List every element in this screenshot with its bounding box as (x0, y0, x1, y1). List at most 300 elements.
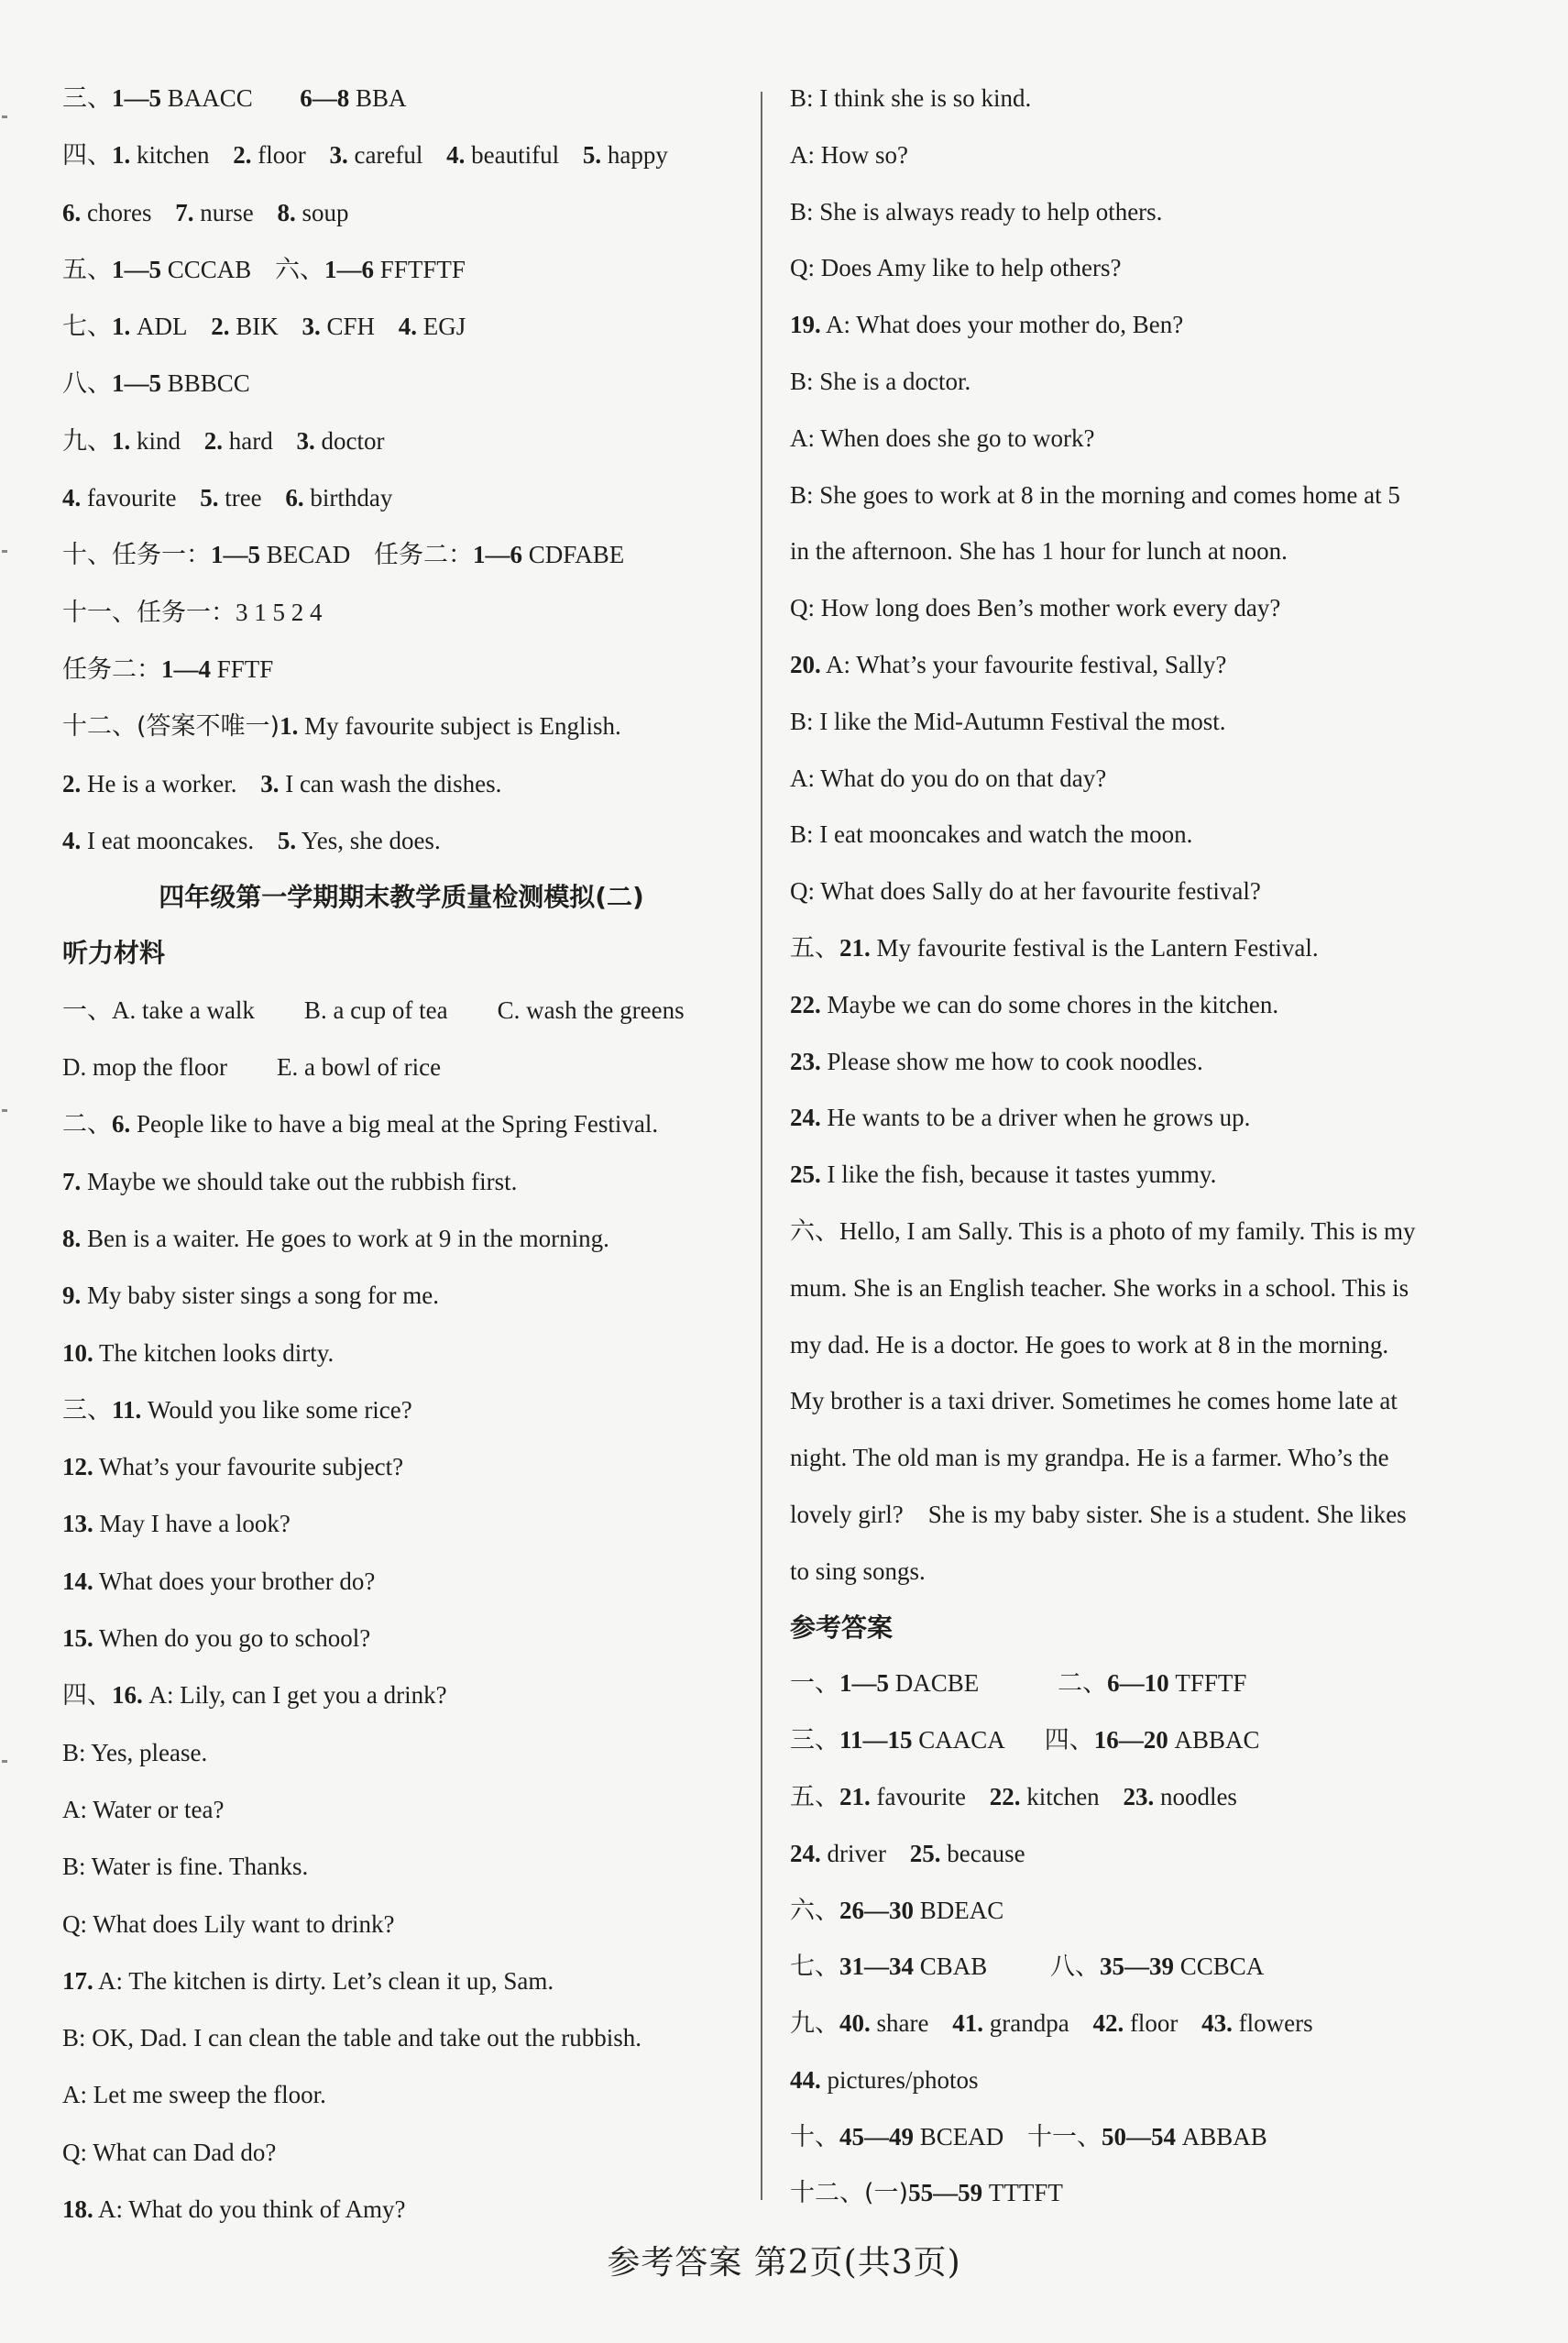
item-number: 6. (285, 484, 304, 512)
item-number: 14. (62, 1567, 93, 1595)
item-text: Q: What does Sally do at her favourite festival? (790, 877, 1261, 906)
item-text: driver (820, 1839, 886, 1867)
item-number: 5. (200, 484, 219, 512)
item-number: 1. (112, 141, 131, 170)
item-number: 42. (1092, 2009, 1124, 2038)
item-text: CDFABE (522, 541, 625, 569)
answer-line (790, 590, 1505, 626)
answer-line (790, 817, 1505, 852)
item-prefix (273, 427, 297, 456)
answer-line (62, 2077, 740, 2113)
item-text: A: What do you do on that day? (790, 764, 1107, 792)
item-text: A: What do you think of Amy? (93, 2194, 406, 2223)
answer-line (790, 1554, 1505, 1590)
item-number: 5. (277, 826, 297, 854)
answer-line (790, 81, 1505, 116)
answer-line (790, 1497, 1505, 1533)
item-prefix (262, 484, 286, 512)
item-prefix: 十、 (790, 2122, 839, 2151)
item-text: B: She goes to work at 8 in the morning and comes home at 5 (790, 480, 1400, 509)
answer-line (62, 1449, 740, 1485)
item-text: kind (130, 426, 181, 455)
item-prefix (928, 2009, 952, 2038)
item-text: FFTFTF (374, 255, 466, 283)
answer-line (790, 1949, 1505, 1985)
item-text: D. mop the floor E. a bowl of rice (62, 1053, 442, 1082)
item-number: 43. (1201, 2009, 1233, 2038)
item-text: I eat mooncakes. (81, 826, 255, 854)
left-column (62, 81, 740, 2249)
item-text: My brother is a taxi driver. Sometimes he comes home late at (790, 1387, 1398, 1415)
item-prefix: 六、 (790, 1216, 839, 1246)
item-text: May I have a look? (93, 1510, 291, 1538)
item-text: A: The kitchen is dirty. Let’s clean it up, Sam. (93, 1966, 554, 1995)
item-text: BECAD (260, 541, 351, 569)
item-text: my dad. He is a doctor. He goes to work at 8 in the morning. (790, 1330, 1389, 1358)
item-text: mum. She is an English teacher. She works in a school. This is (790, 1273, 1409, 1302)
item-number: 2. (203, 426, 224, 455)
item-text: He wants to be a driver when he grows up. (820, 1104, 1251, 1132)
item-prefix: 七、 (790, 1952, 839, 1982)
item-text: ABBAB (1176, 2122, 1267, 2150)
item-prefix: 十一、任务一： (62, 598, 236, 627)
item-number: 25. (909, 1839, 941, 1867)
item-text: ABBAC (1168, 1726, 1260, 1754)
item-text: A: How so? (790, 140, 908, 169)
page-footer: 参考答案 第2页(共3页) (607, 2244, 961, 2282)
answer-line (790, 1666, 1505, 1701)
item-prefix (176, 484, 200, 512)
answer-line (790, 930, 1505, 966)
item-text: FFTF (211, 654, 274, 683)
item-text: Hello, I am Sally. This is a photo of my family. This is my (839, 1216, 1416, 1245)
item-number: 4. (62, 484, 82, 512)
item-text: Ben is a waiter. He goes to work at 9 in the morning. (81, 1224, 609, 1252)
answer-line (62, 195, 740, 231)
item-number: 2. (211, 313, 230, 341)
item-prefix (279, 313, 302, 341)
item-number: 22. (989, 1782, 1021, 1810)
item-prefix: 任务二： (350, 541, 474, 570)
answer-line (790, 2062, 1505, 2098)
item-text: share (870, 2009, 929, 2038)
item-text: in the afternoon. She has 1 hour for lunch at noon. (790, 537, 1288, 566)
section-subtitle: 听力材料 (62, 938, 166, 969)
item-number: 18. (62, 2194, 93, 2223)
section-subtitle: 参考答案 (790, 1612, 894, 1643)
answer-line (790, 874, 1505, 909)
item-number: 2. (62, 769, 82, 798)
answer-line (790, 307, 1505, 343)
item-number: 3. (296, 426, 315, 455)
answer-line (790, 138, 1505, 173)
item-text: People like to have a big meal at the Spring Festival. (130, 1110, 659, 1138)
answer-line (62, 652, 740, 688)
item-number: 2. (233, 141, 252, 170)
item-number: 1—5 (112, 255, 161, 283)
answer-line (62, 138, 740, 173)
answer-line (790, 1157, 1505, 1193)
item-text: CCBCA (1173, 1952, 1265, 1981)
item-prefix (966, 1783, 990, 1811)
answer-line (62, 595, 740, 631)
item-number: 23. (1123, 1782, 1155, 1810)
answer-line (790, 1270, 1505, 1306)
item-text: A: What does your mother do, Ben? (820, 311, 1184, 339)
answer-line (62, 252, 740, 288)
item-number: 1—4 (161, 654, 211, 683)
item-prefix (181, 427, 204, 456)
item-prefix (1178, 2009, 1201, 2038)
item-text: TFFTF (1168, 1669, 1247, 1698)
item-number: 55—59 (908, 2179, 983, 2207)
item-text: CBAB (914, 1952, 988, 1981)
item-number: 12. (62, 1453, 93, 1481)
item-text: A: When does she go to work? (790, 424, 1095, 452)
item-prefix: 一、 (62, 996, 112, 1025)
answer-line (62, 993, 740, 1028)
answer-line (790, 2175, 1505, 2211)
right-column (790, 81, 1505, 2232)
item-number: 1—5 (839, 1669, 889, 1698)
item-number: 16—20 (1093, 1726, 1168, 1754)
item-text: A. take a walk B. a cup of tea C. wash the greens (112, 996, 685, 1024)
item-number: 1—6 (324, 255, 375, 283)
answer-line (790, 1893, 1505, 1929)
item-text: When do you go to school? (93, 1624, 371, 1653)
item-prefix: 五、 (790, 1782, 839, 1811)
answer-line (790, 704, 1505, 740)
item-number: 6—8 (300, 84, 350, 112)
answer-line (62, 1964, 740, 1999)
item-prefix (306, 141, 330, 170)
answer-line (790, 1044, 1505, 1080)
item-number: 3. (260, 769, 280, 798)
answer-line (62, 1106, 740, 1142)
item-prefix: 四、 (1004, 1726, 1094, 1755)
item-number: 24. (790, 1104, 821, 1132)
answer-line (62, 823, 740, 859)
item-text: B: Water is fine. Thanks. (62, 1853, 309, 1881)
item-text: Would you like some rice? (141, 1395, 412, 1424)
item-text: BCEAD (914, 2122, 1004, 2150)
item-number: 11. (112, 1395, 142, 1424)
answer-line (790, 534, 1505, 569)
item-text: BAACC (161, 84, 253, 112)
item-prefix (236, 770, 260, 798)
item-number: 21. (839, 933, 871, 962)
answer-line (62, 1050, 740, 1085)
item-prefix (254, 199, 278, 227)
item-text: flowers (1232, 2009, 1313, 2038)
item-number: 21. (839, 1782, 871, 1810)
item-number: 6—10 (1107, 1669, 1169, 1698)
item-text: night. The old man is my grandpa. He is a farmer. Who’s the (790, 1444, 1389, 1472)
answer-line (62, 1907, 740, 1942)
answer-line (62, 1792, 740, 1828)
item-prefix (1100, 1783, 1124, 1811)
item-text: B: Yes, please. (62, 1738, 208, 1766)
item-prefix: 一、 (790, 1669, 839, 1699)
item-number: 44. (790, 2065, 821, 2094)
answer-line (62, 1506, 740, 1542)
item-prefix: 九、 (790, 2009, 839, 2039)
item-prefix: 七、 (62, 313, 112, 342)
item-number: 23. (790, 1047, 821, 1075)
item-prefix: 二、 (979, 1669, 1108, 1699)
item-number: 3. (302, 313, 321, 341)
item-text: pictures/photos (820, 2065, 979, 2094)
item-text: BDEAC (914, 1896, 1004, 1924)
item-prefix (151, 199, 175, 227)
item-number: 4. (398, 313, 418, 341)
item-number: 4. (446, 141, 466, 170)
item-number: 25. (790, 1160, 821, 1189)
item-text: chores (81, 198, 152, 226)
item-text: doctor (314, 426, 385, 455)
item-text: 3 1 5 2 4 (236, 598, 323, 626)
item-number: 17. (62, 1966, 93, 1995)
item-text: favourite (870, 1782, 966, 1810)
answer-line (790, 364, 1505, 400)
item-text: Yes, she does. (296, 826, 441, 854)
item-prefix (253, 84, 301, 113)
item-number: 1—6 (473, 541, 523, 569)
item-number: 13. (62, 1510, 93, 1538)
item-prefix (422, 141, 446, 170)
binding-mark (2, 550, 7, 553)
item-number: 6. (62, 198, 82, 226)
item-text: Maybe we should take out the rubbish first. (81, 1167, 518, 1195)
item-text: BBBCC (161, 369, 250, 398)
item-number: 19. (790, 311, 821, 339)
item-text: Maybe we can do some chores in the kitchen. (820, 990, 1279, 1018)
item-number: 26—30 (839, 1896, 914, 1924)
item-number: 45—49 (839, 2122, 914, 2150)
item-prefix (559, 141, 583, 170)
binding-mark (2, 1109, 7, 1112)
item-text: B: OK, Dad. I can clean the table and take out the rubbish. (62, 2024, 642, 2052)
item-text: CFH (320, 313, 376, 341)
item-text: A: Lily, can I get you a drink? (142, 1681, 447, 1710)
item-prefix: 六、 (790, 1896, 839, 1925)
answer-line (62, 766, 740, 802)
answer-line (62, 709, 740, 744)
item-text: CCCAB (161, 255, 252, 283)
item-prefix: 十二、(一) (790, 2179, 909, 2208)
item-text: noodles (1154, 1782, 1237, 1810)
answer-line (790, 1779, 1505, 1815)
item-text: birthday (303, 484, 393, 512)
answer-line (790, 761, 1505, 797)
item-prefix: 三、 (790, 1726, 839, 1755)
item-text: favourite (81, 484, 177, 512)
item-text: I like the fish, because it tastes yummy. (820, 1160, 1217, 1189)
item-prefix: 三、 (62, 84, 112, 113)
binding-mark (2, 116, 7, 118)
item-number: 41. (952, 2009, 983, 2038)
item-prefix: 四、 (62, 1681, 112, 1710)
item-text: He is a worker. (81, 769, 237, 798)
item-text: What’s your favourite subject? (93, 1453, 404, 1481)
item-text: Q: What can Dad do? (62, 2138, 277, 2166)
item-prefix (375, 313, 399, 341)
item-text: B: She is a doctor. (790, 367, 971, 395)
item-text: happy (601, 141, 668, 170)
item-text: What does your brother do? (93, 1567, 376, 1595)
answer-line (790, 2119, 1505, 2155)
item-text: B: I like the Mid-Autumn Festival the most. (790, 707, 1226, 735)
item-text: EGJ (417, 313, 466, 341)
item-prefix: 六、 (251, 255, 325, 284)
item-text: CAACA (912, 1726, 1005, 1754)
item-text: BIK (229, 313, 279, 341)
item-prefix (209, 141, 233, 170)
item-text: beautiful (465, 141, 560, 170)
item-number: 6. (112, 1110, 131, 1138)
item-text: B: She is always ready to help others. (790, 197, 1163, 226)
answer-line (62, 1278, 740, 1314)
item-text: My favourite festival is the Lantern Festival. (870, 933, 1319, 962)
item-number: 50—54 (1102, 2122, 1177, 2150)
answer-line (62, 2192, 740, 2228)
answer-line (62, 366, 740, 402)
answer-line (62, 1678, 740, 1713)
item-prefix: 任务二： (62, 654, 161, 684)
column-divider (761, 92, 762, 2200)
item-number: 1—5 (112, 84, 161, 112)
item-number: 3. (329, 141, 348, 170)
answer-line (62, 1564, 740, 1600)
item-text: tree (218, 484, 262, 512)
item-number: 5. (582, 141, 602, 170)
answer-line (790, 987, 1505, 1023)
answer-line (790, 1440, 1505, 1476)
item-number: 9. (62, 1282, 82, 1310)
item-text: B: I eat mooncakes and watch the moon. (790, 820, 1193, 849)
answer-line (62, 1849, 740, 1885)
item-prefix (1069, 2009, 1093, 2038)
answer-line (62, 309, 740, 345)
item-text: My baby sister sings a song for me. (81, 1282, 439, 1310)
item-text: A: What’s your favourite festival, Sally? (820, 650, 1227, 678)
item-number: 7. (62, 1167, 82, 1195)
answer-line (62, 2020, 740, 2056)
item-prefix: 五、 (790, 933, 839, 962)
answer-line (62, 1621, 740, 1656)
item-text: Q: How long does Ben’s mother work every day? (790, 594, 1281, 622)
answer-line (790, 1722, 1505, 1758)
item-number: 16. (112, 1681, 143, 1710)
item-prefix: 三、 (62, 1395, 112, 1424)
item-number: 24. (790, 1839, 821, 1867)
answer-line (62, 1735, 740, 1771)
answer-line (790, 1100, 1505, 1136)
item-prefix (886, 1840, 910, 1868)
answer-line (790, 1327, 1505, 1363)
answer-line (62, 81, 740, 116)
item-prefix: 十二、(答案不唯一) (62, 712, 280, 742)
item-prefix: 二、 (62, 1110, 112, 1139)
item-text: soup (295, 198, 349, 226)
answer-line (62, 2135, 740, 2171)
answer-line (62, 537, 740, 573)
item-number: 15. (62, 1624, 93, 1653)
item-text: nurse (193, 198, 254, 226)
answer-line (790, 478, 1505, 513)
item-number: 1. (112, 313, 131, 341)
item-number: 8. (277, 198, 296, 226)
item-text: Please show me how to cook noodles. (820, 1047, 1203, 1075)
item-text: to sing songs. (790, 1556, 926, 1585)
answer-line (62, 1392, 740, 1428)
item-text: BBA (349, 84, 407, 112)
item-prefix: 九、 (62, 426, 112, 456)
item-number: 1—5 (112, 369, 161, 398)
item-text: B: I think she is so kind. (790, 84, 1032, 112)
item-prefix: 四、 (62, 141, 112, 170)
item-text: Q: What does Lily want to drink? (62, 1909, 395, 1938)
item-number: 1. (112, 426, 131, 455)
item-number: 20. (790, 650, 821, 678)
item-prefix: 十一、 (1003, 2122, 1102, 2151)
item-number: 11—15 (839, 1726, 913, 1754)
item-number: 1—5 (211, 541, 260, 569)
answer-line (62, 480, 740, 516)
item-number: 22. (790, 990, 821, 1018)
item-number: 1. (280, 712, 299, 741)
answer-line (790, 1214, 1505, 1249)
item-text: hard (223, 426, 273, 455)
answer-line (790, 194, 1505, 230)
answer-line (62, 1221, 740, 1257)
item-text: A: Water or tea? (62, 1795, 225, 1823)
item-text: ADL (130, 313, 188, 341)
item-prefix: 十、任务一： (62, 541, 211, 570)
item-text: kitchen (130, 141, 210, 170)
item-prefix: 八、 (987, 1952, 1100, 1982)
answer-line (790, 421, 1505, 456)
item-text: A: Let me sweep the floor. (62, 2081, 326, 2109)
item-text: The kitchen looks dirty. (93, 1338, 334, 1367)
binding-mark (2, 1760, 7, 1763)
item-number: 8. (62, 1224, 82, 1252)
item-text: Q: Does Amy like to help others? (790, 254, 1122, 282)
item-prefix: 五、 (62, 255, 112, 284)
item-text: because (940, 1839, 1025, 1867)
section-title: 四年级第一学期期末教学质量检测模拟(二) (159, 882, 644, 913)
item-text: floor (1124, 2009, 1179, 2038)
item-text: TTTFT (982, 2179, 1063, 2207)
item-text: grandpa (982, 2009, 1069, 2038)
answer-line (62, 1164, 740, 1200)
item-prefix: 八、 (62, 369, 112, 399)
answer-line (790, 2006, 1505, 2041)
item-text: kitchen (1020, 1782, 1100, 1810)
item-text: careful (347, 141, 423, 170)
item-text: I can wash the dishes. (279, 769, 502, 798)
item-number: 4. (62, 826, 82, 854)
item-number: 10. (62, 1338, 93, 1367)
item-number: 7. (175, 198, 194, 226)
item-text: My favourite subject is English. (298, 712, 621, 741)
answer-line (62, 1336, 740, 1371)
item-number: 40. (839, 2009, 871, 2038)
item-text: floor (251, 141, 306, 170)
item-text: lovely girl? She is my baby sister. She is a student. She likes (790, 1500, 1407, 1528)
item-prefix (188, 313, 212, 341)
answer-line (790, 1836, 1505, 1872)
